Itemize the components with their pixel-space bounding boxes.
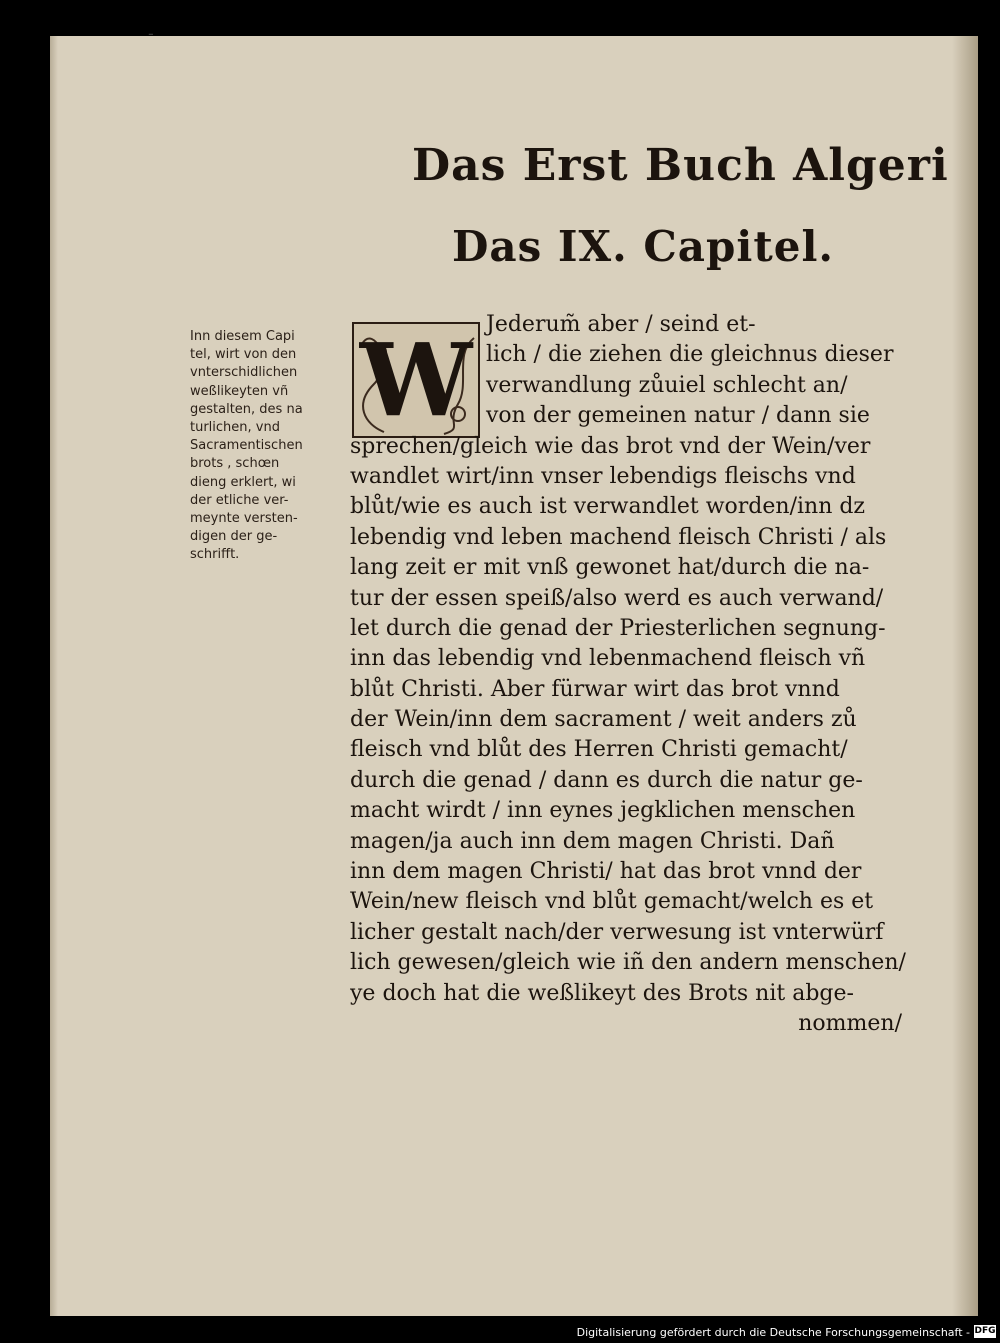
body-line: der Wein/inn dem sacrament / weit anders zů bbox=[350, 707, 857, 733]
marginal-note-line: meynte versten- bbox=[190, 511, 298, 527]
marginal-note-line: schrifft. bbox=[190, 547, 240, 563]
body-text bbox=[350, 310, 910, 1039]
body-line: macht wirdt / inn eynes jegklichen menschen bbox=[350, 798, 856, 824]
page-gutter-shadow bbox=[50, 36, 58, 1316]
initial-letter: W bbox=[359, 322, 473, 438]
marginal-note-line: gestalten, des na bbox=[190, 401, 303, 417]
marginal-note-line: dieng erklert, wi bbox=[190, 474, 296, 490]
marginal-note bbox=[190, 328, 350, 565]
body-line: ye doch hat die weßlikeyt des Brots nit abge- bbox=[350, 980, 854, 1006]
body-line: inn das lebendig vnd lebenmachend fleisch vñ bbox=[350, 646, 866, 672]
marginal-note-line: Sacramentischen bbox=[190, 438, 303, 454]
body-line: magen/ja auch inn dem magen Christi. Dañ bbox=[350, 828, 835, 854]
marginal-note-line: vnterschidlichen bbox=[190, 365, 298, 381]
body-line: lich gewesen/gleich wie iñ den andern menschen/ bbox=[350, 950, 906, 976]
body-line: blůt/wie es auch ist verwandlet worden/inn dz bbox=[350, 494, 866, 520]
body-line: nommen/ bbox=[798, 1010, 902, 1036]
page-edge-shadow bbox=[952, 36, 978, 1316]
body-line: lang zeit er mit vnß gewonet hat/durch die na- bbox=[350, 555, 870, 581]
dfg-logo-icon: DFG bbox=[974, 1326, 996, 1336]
footer-credit: Digitalisierung gefördert durch die Deutsche Forschungsgemeinschaft - bbox=[576, 1326, 970, 1339]
body-line: durch die genad / dann es durch die natur ge- bbox=[350, 767, 863, 793]
body-line: von der gemeinen natur / dann sie bbox=[486, 403, 870, 429]
body-line: blůt Christi. Aber fürwar wirt das brot vnnd bbox=[350, 676, 840, 702]
running-head: Das Erst Buch Algeri bbox=[412, 140, 949, 191]
marginal-note-line: digen der ge- bbox=[190, 529, 278, 545]
body-line: lebendig vnd leben machend fleisch Christi / als bbox=[350, 524, 887, 550]
corner-mark: - bbox=[148, 24, 154, 43]
marginal-note-line: turlichen, vnd bbox=[190, 420, 280, 436]
chapter-heading: Das IX. Capitel. bbox=[452, 222, 835, 271]
body-line: lich / die ziehen die gleichnus dieser bbox=[486, 342, 894, 368]
body-line: fleisch vnd blůt des Herren Christi gemacht/ bbox=[350, 737, 848, 763]
body-line: wandlet wirt/inn vnser lebendigs fleischs vnd bbox=[350, 463, 856, 489]
body-line: licher gestalt nach/der verwesung ist vnterwürf bbox=[350, 919, 884, 945]
marginal-note-line: der etliche ver- bbox=[190, 492, 289, 508]
marginal-note-line: Inn diesem Capi bbox=[190, 329, 295, 344]
marginal-note-line: weßlikeyten vñ bbox=[190, 383, 289, 399]
marginal-note-line: tel, wirt von den bbox=[190, 347, 297, 363]
marginal-note-line: brots , schœn bbox=[190, 456, 280, 472]
body-line: Jederum̃ aber / seind et- bbox=[486, 312, 756, 337]
body-line: Wein/new fleisch vnd blůt gemacht/welch es et bbox=[350, 889, 874, 915]
body-line: inn dem magen Christi/ hat das brot vnnd der bbox=[350, 859, 862, 885]
body-line: let durch die genad der Priesterlichen segnung- bbox=[350, 615, 886, 641]
body-line: sprechen/gleich wie das brot vnd der Wein/ver bbox=[350, 433, 871, 459]
body-line: verwandlung zůuiel schlecht an/ bbox=[486, 372, 848, 398]
body-line: tur der essen speiß/also werd es auch verwand/ bbox=[350, 585, 884, 611]
